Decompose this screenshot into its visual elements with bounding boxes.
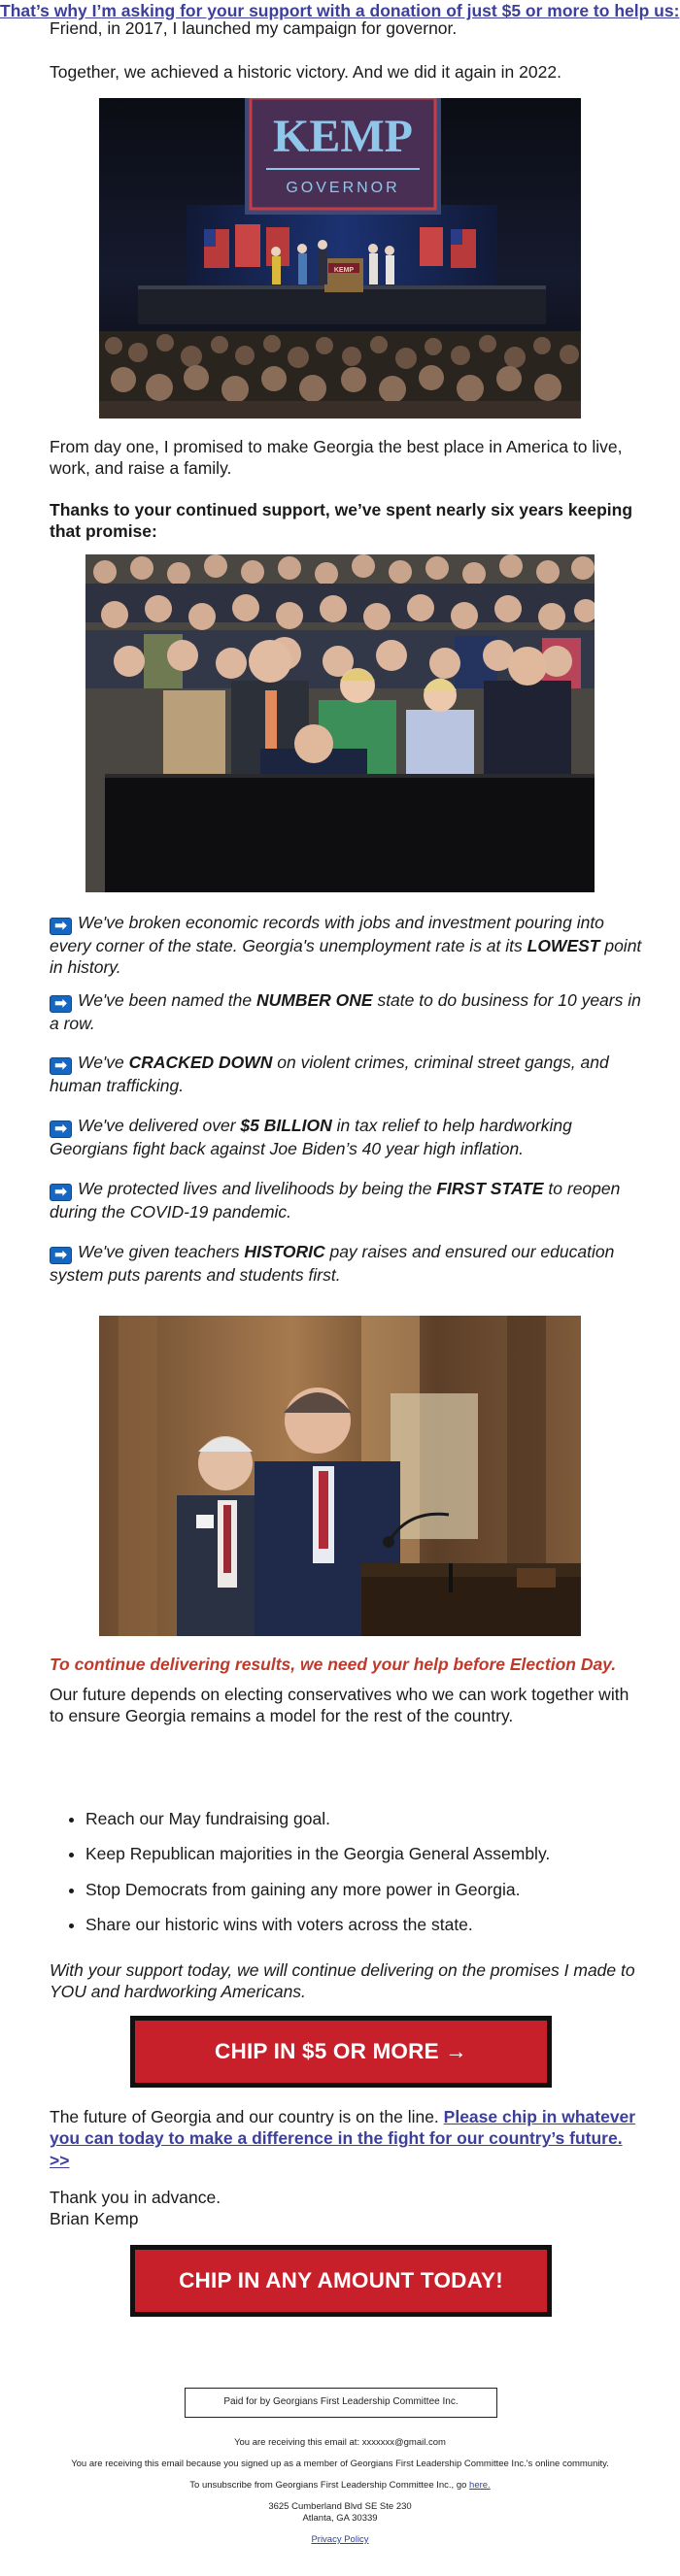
right-arrow-icon: ➡ bbox=[50, 1247, 72, 1264]
achievement-item: ➡ We've given teachers HISTORIC pay raises and ensured our education system puts parents and students first. bbox=[50, 1242, 615, 1285]
footer-address-line2: Atlanta, GA 30339 bbox=[302, 2513, 378, 2524]
appeal-paragraph: Our future depends on electing conservatives who we can work together with to ensure Georgia remains a model for the rest of the country. bbox=[50, 1685, 629, 1726]
footer-privacy bbox=[0, 2534, 680, 2546]
chip-in-any-amount-button[interactable]: CHIP IN ANY AMOUNT TODAY! bbox=[130, 2245, 552, 2317]
achievement-item: ➡ We've delivered over $5 BILLION in tax relief to help hardworking Georgians fight back against Joe Biden’s 40 year high inflation. bbox=[50, 1116, 572, 1158]
right-arrow-icon: ➡ bbox=[50, 918, 72, 935]
appeal-headline: To continue delivering results, we need your help before Election Day. bbox=[50, 1655, 617, 1674]
chip-in-5-button[interactable]: CHIP IN $5 OR MORE → bbox=[130, 2016, 552, 2088]
signoff-thanks: Thank you in advance. bbox=[50, 2188, 221, 2207]
bill-signing-photo bbox=[85, 554, 595, 892]
promise-paragraph: From day one, I promised to make Georgia the best place in America to live, work, and raise a family. bbox=[50, 437, 623, 479]
right-arrow-icon: ➡ bbox=[50, 1057, 72, 1075]
signoff-name: Brian Kemp bbox=[50, 2209, 139, 2228]
sign-subtitle-text: GOVERNOR bbox=[286, 180, 400, 196]
future-paragraph: The future of Georgia and our country is on the line. Please chip in whatever you can today to make a difference in the fight for our country’s future. >> bbox=[50, 2107, 636, 2170]
achievement-item: ➡ We protected lives and livelihoods by being the FIRST STATE to reopen during the COVID-19 pandemic. bbox=[50, 1179, 621, 1221]
list-item: • Share our historic wins with voters across the state. bbox=[85, 1914, 639, 1935]
list-item: • Stop Democrats from gaining any more power in Georgia. bbox=[85, 1879, 639, 1900]
crowd bbox=[99, 331, 581, 418]
reasons-list bbox=[85, 1808, 639, 1950]
list-item: • Reach our May fundraising goal. bbox=[85, 1808, 639, 1829]
sign-title-text: KEMP bbox=[273, 111, 413, 162]
promise-bold-paragraph: Thanks to your continued support, we’ve spent nearly six years keeping that promise: bbox=[50, 500, 633, 542]
footer-unsubscribe: To unsubscribe from Georgians First Leadership Committee Inc., go here. bbox=[189, 2480, 491, 2491]
paid-for-disclaimer: Paid for by Georgians First Leadership Committee Inc. bbox=[185, 2388, 497, 2418]
footer-address-line1: 3625 Cumberland Blvd SE Ste 230 bbox=[268, 2501, 412, 2512]
achievement-item: ➡ We've CRACKED DOWN on violent crimes, criminal street gangs, and human trafficking. bbox=[50, 1053, 609, 1095]
unsubscribe-link[interactable]: here. bbox=[469, 2480, 491, 2491]
podium-sign-text: KEMP bbox=[333, 267, 355, 274]
donation-ask-link[interactable]: That’s why I’m asking for your support with a donation of just $5 or more to help us: bbox=[0, 1, 680, 20]
footer-reason: You are receiving this email because you signed up as a member of Georgians First Leadership Committee Inc.'s online community. bbox=[71, 2459, 609, 2469]
list-item: • Keep Republican majorities in the Georgia General Assembly. bbox=[85, 1843, 639, 1864]
privacy-policy-link[interactable]: Privacy Policy bbox=[311, 2534, 369, 2545]
rally-stage-photo bbox=[99, 98, 581, 418]
achievement-item: ➡ We've broken economic records with jobs and investment pouring into every corner of the state. Georgia's unemployment rate is at its LOWEST point in history. bbox=[50, 913, 642, 978]
recipient-email: xxxxxxx@gmail.com bbox=[361, 2437, 446, 2448]
governor-speaking-photo bbox=[99, 1316, 581, 1636]
intro-paragraph-1: Friend, in 2017, I launched my campaign for governor. bbox=[50, 18, 458, 38]
right-arrow-icon: ➡ bbox=[50, 995, 72, 1013]
closing-paragraph: With your support today, we will continue delivering on the promises I made to YOU and hardworking Americans. bbox=[50, 1960, 635, 2002]
chip-in-link[interactable]: Please chip in whatever you can today to make a difference in the fight for our country’s future. >> bbox=[50, 2107, 636, 2170]
intro-paragraph-2: Together, we achieved a historic victory. And we did it again in 2022. bbox=[50, 62, 561, 82]
footer-email-line: You are receiving this email at: xxxxxxx@gmail.com bbox=[234, 2437, 446, 2448]
right-arrow-icon: ➡ bbox=[50, 1121, 72, 1138]
achievement-item: ➡ We've been named the NUMBER ONE state to do business for 10 years in a row. bbox=[50, 990, 641, 1033]
right-arrow-icon: ➡ bbox=[50, 1184, 72, 1201]
